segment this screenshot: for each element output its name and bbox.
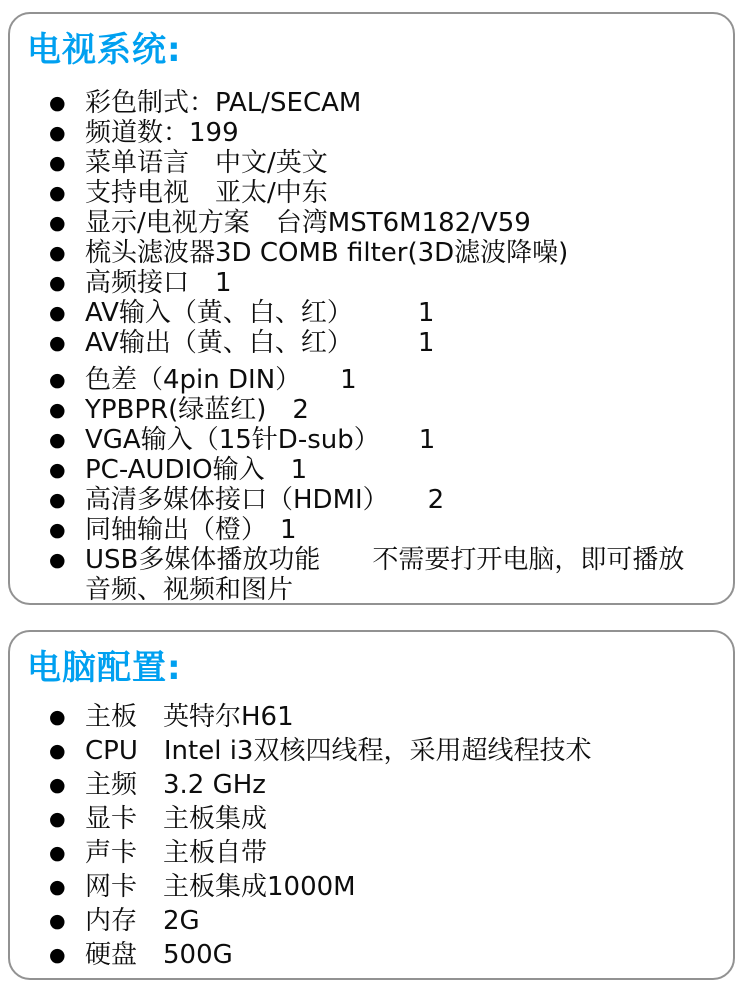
spec-item-ypbpr (47, 395, 693, 425)
pc-config-panel (8, 630, 735, 980)
spec-item-text: AV输出（黄、白、红） 1 (85, 328, 435, 358)
spec-item-text: 内存 2G (85, 906, 200, 936)
pc-config-title: 电脑配置: (27, 648, 182, 688)
spec-item-cpu (47, 734, 693, 768)
spec-item-text: 显示/电视方案 台湾MST6M182/V59 (85, 208, 531, 238)
spec-item-text: 频道数：199 (85, 118, 239, 148)
bullet-icon: ● (49, 489, 66, 511)
bullet-icon: ● (49, 706, 66, 728)
bullet-icon: ● (49, 152, 66, 174)
bullet-icon: ● (49, 519, 66, 541)
spec-item-network-card (47, 870, 693, 904)
spec-item-text: 主板 英特尔H61 (85, 702, 294, 732)
spec-item-graphics (47, 802, 693, 836)
spec-item-sound-card (47, 836, 693, 870)
spec-item-text: 显卡 主板集成 (85, 804, 268, 834)
spec-item-text: 彩色制式：PAL/SECAM (85, 88, 362, 118)
bullet-icon: ● (49, 910, 66, 932)
spec-item-text: 主频 3.2 GHz (85, 770, 266, 800)
bullet-icon: ● (49, 842, 66, 864)
bullet-icon: ● (49, 429, 66, 451)
bullet-icon: ● (49, 459, 66, 481)
bullet-icon: ● (49, 332, 66, 354)
bullet-icon: ● (49, 92, 66, 114)
bullet-icon: ● (49, 212, 66, 234)
spec-item-vga-in (47, 425, 693, 455)
spec-item-text: USB多媒体播放功能 不需要打开电脑，即可播放音频、视频和图片 (85, 545, 685, 605)
bullet-icon: ● (49, 182, 66, 204)
bullet-icon: ● (49, 122, 66, 144)
spec-item-av-out (47, 328, 693, 358)
spec-item-text: PC-AUDIO输入 1 (85, 455, 308, 485)
spec-item-coaxial-out (47, 515, 693, 545)
spec-item-hdmi (47, 485, 693, 515)
spec-item-menu-language (47, 148, 693, 178)
spec-item-rf-port (47, 268, 693, 298)
spec-item-text: AV输入（黄、白、红） 1 (85, 298, 435, 328)
spec-item-component-din (47, 365, 693, 395)
spec-item-channels (47, 118, 693, 148)
spec-item-motherboard (47, 700, 693, 734)
bullet-icon: ● (49, 944, 66, 966)
tv-system-panel (8, 12, 735, 605)
bullet-icon: ● (49, 808, 66, 830)
bullet-icon: ● (49, 369, 66, 391)
bullet-icon: ● (49, 242, 66, 264)
spec-item-color-system (47, 88, 693, 118)
spec-item-text: 声卡 主板自带 (85, 838, 268, 868)
spec-item-hard-disk (47, 938, 693, 972)
spec-item-text: 高频接口 1 (85, 268, 232, 298)
spec-item-pc-audio-in (47, 455, 693, 485)
spec-item-clock-speed (47, 768, 693, 802)
spec-item-text: YPBPR(绿蓝红) 2 (85, 395, 309, 425)
spec-item-display-solution (47, 208, 693, 238)
bullet-icon: ● (49, 272, 66, 294)
spec-item-text: 硬盘 500G (85, 940, 233, 970)
bullet-icon: ● (49, 302, 66, 324)
spec-item-text: 色差（4pin DIN） 1 (85, 365, 357, 395)
spec-item-text: VGA输入（15针D-sub） 1 (85, 425, 436, 455)
spec-item-text: 高清多媒体接口（HDMI） 2 (85, 485, 445, 515)
bullet-icon: ● (49, 774, 66, 796)
spec-item-memory (47, 904, 693, 938)
tv-system-list (10, 88, 733, 605)
spec-item-text: 支持电视 亚太/中东 (85, 178, 328, 208)
spec-item-usb-media (47, 545, 693, 605)
spec-item-text: CPU Intel i3双核四线程，采用超线程技术 (85, 736, 592, 766)
tv-system-title: 电视系统: (27, 30, 182, 70)
spec-item-text: 网卡 主板集成1000M (85, 872, 356, 902)
spec-item-tv-region (47, 178, 693, 208)
spec-item-av-in (47, 298, 693, 328)
bullet-icon: ● (49, 740, 66, 762)
bullet-icon: ● (49, 876, 66, 898)
spec-item-comb-filter (47, 238, 693, 268)
bullet-icon: ● (49, 399, 66, 421)
spec-item-text: 菜单语言 中文/英文 (85, 148, 328, 178)
pc-config-list (10, 700, 733, 972)
spec-item-text: 梳头滤波器3D COMB filter(3D滤波降噪) (85, 238, 569, 268)
bullet-icon: ● (49, 549, 66, 571)
spec-item-text: 同轴输出（橙） 1 (85, 515, 297, 545)
